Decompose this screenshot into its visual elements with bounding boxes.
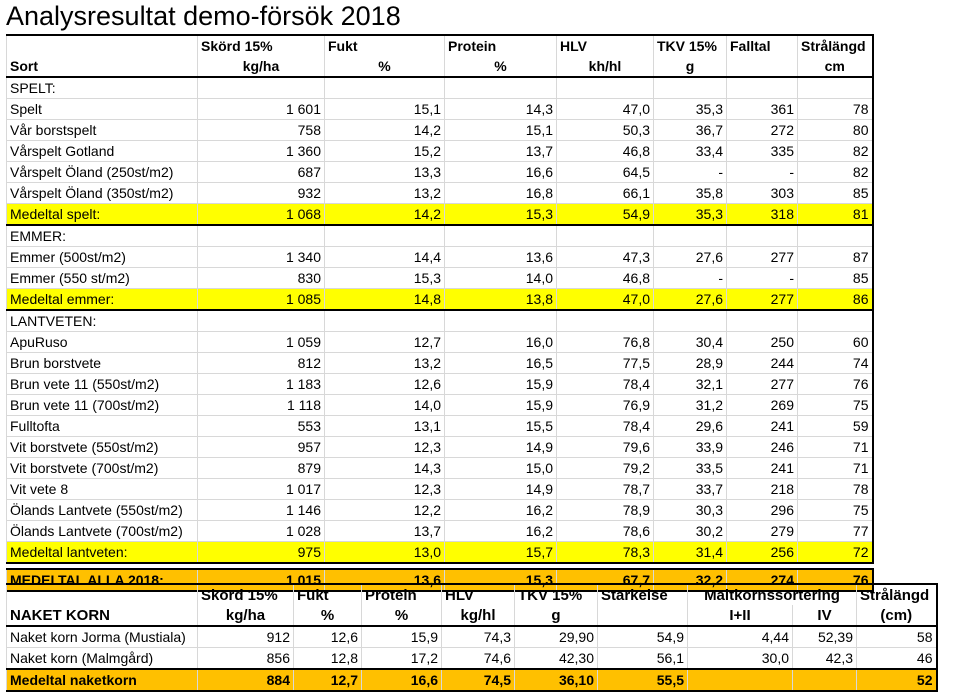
table-cell: 79,6 bbox=[557, 437, 654, 458]
table-cell: 1 118 bbox=[198, 395, 325, 416]
table-cell: 35,8 bbox=[654, 183, 727, 204]
table-cell: 30,0 bbox=[688, 648, 793, 670]
row-label: Spelt bbox=[7, 99, 198, 120]
table-cell: 218 bbox=[727, 479, 798, 500]
table-cell: 269 bbox=[727, 395, 798, 416]
table-cell: 35,3 bbox=[654, 204, 727, 226]
table-cell: 15,1 bbox=[325, 99, 445, 120]
table-cell: 71 bbox=[798, 458, 873, 479]
column-header: Skörd 15% bbox=[198, 584, 294, 605]
table-cell: 80 bbox=[798, 120, 873, 141]
table-row bbox=[7, 99, 873, 120]
table-cell: 250 bbox=[727, 332, 798, 353]
table-cell: 274 bbox=[727, 569, 798, 591]
section-header-row bbox=[7, 225, 873, 247]
table-cell: 279 bbox=[727, 521, 798, 542]
table-cell: 47,0 bbox=[557, 289, 654, 311]
table-cell: 46 bbox=[857, 648, 937, 670]
header-row bbox=[7, 584, 937, 605]
row-label: Vit borstvete (700st/m2) bbox=[7, 458, 198, 479]
table-cell: 36,7 bbox=[654, 120, 727, 141]
table-cell: 78,4 bbox=[557, 416, 654, 437]
table-cell: 54,9 bbox=[598, 626, 688, 648]
table-cell: 1 360 bbox=[198, 141, 325, 162]
table-cell: 553 bbox=[198, 416, 325, 437]
row-label: Ölands Lantvete (550st/m2) bbox=[7, 500, 198, 521]
row-label: ApuRuso bbox=[7, 332, 198, 353]
table-cell: 758 bbox=[198, 120, 325, 141]
table-row bbox=[7, 395, 873, 416]
table-row bbox=[7, 374, 873, 395]
empty-cell bbox=[727, 225, 798, 247]
table-cell: g bbox=[515, 605, 598, 626]
table-cell: 31,4 bbox=[654, 542, 727, 564]
table-cell: 16,2 bbox=[445, 521, 557, 542]
column-header: TKV 15% bbox=[515, 584, 598, 605]
table-cell: 1 059 bbox=[198, 332, 325, 353]
table-cell: 15,5 bbox=[445, 416, 557, 437]
table-cell: IV bbox=[793, 605, 857, 626]
empty-cell bbox=[798, 225, 873, 247]
row-label: Brun vete 11 (550st/m2) bbox=[7, 374, 198, 395]
empty-cell bbox=[727, 77, 798, 99]
table-cell: 71 bbox=[798, 437, 873, 458]
table-cell: 85 bbox=[798, 268, 873, 289]
mean-row bbox=[7, 204, 873, 226]
table-row bbox=[7, 458, 873, 479]
empty-cell bbox=[325, 310, 445, 332]
table-cell: 76,9 bbox=[557, 395, 654, 416]
table-cell: 16,8 bbox=[445, 183, 557, 204]
table-cell: % bbox=[445, 56, 557, 77]
table-cell: (cm) bbox=[857, 605, 937, 626]
table-cell: Fukt bbox=[325, 35, 445, 56]
table-row bbox=[7, 416, 873, 437]
table-cell: 1 085 bbox=[198, 289, 325, 311]
table-cell: 59 bbox=[798, 416, 873, 437]
table-cell: 30,4 bbox=[654, 332, 727, 353]
table-cell: 856 bbox=[198, 648, 294, 670]
table-cell: 277 bbox=[727, 374, 798, 395]
section-label: LANTVETEN: bbox=[7, 310, 198, 332]
table-cell: % bbox=[325, 56, 445, 77]
table-cell: 82 bbox=[798, 162, 873, 183]
table-cell: 12,7 bbox=[325, 332, 445, 353]
column-header: Maltkornssortering bbox=[688, 584, 857, 605]
row-label: Medeltal emmer: bbox=[7, 289, 198, 311]
table-cell: 1 017 bbox=[198, 479, 325, 500]
table-cell: 46,8 bbox=[557, 141, 654, 162]
table-cell: 1 028 bbox=[198, 521, 325, 542]
table-cell: 67,7 bbox=[557, 569, 654, 591]
table-cell: 13,7 bbox=[325, 521, 445, 542]
table-cell: 64,5 bbox=[557, 162, 654, 183]
table-cell: 15,9 bbox=[445, 395, 557, 416]
spelt-emmer-lantvete-table bbox=[6, 34, 874, 592]
table-cell: 27,6 bbox=[654, 247, 727, 268]
empty-cell bbox=[557, 310, 654, 332]
table-row bbox=[7, 162, 873, 183]
table-cell: - bbox=[654, 268, 727, 289]
table-cell bbox=[688, 669, 793, 691]
table-cell: 35,3 bbox=[654, 99, 727, 120]
table-cell: 687 bbox=[198, 162, 325, 183]
table-cell: Protein bbox=[445, 35, 557, 56]
table-cell: 42,30 bbox=[515, 648, 598, 670]
table-cell: 14,0 bbox=[325, 395, 445, 416]
table-cell: 12,6 bbox=[294, 626, 362, 648]
table-cell: 14,0 bbox=[445, 268, 557, 289]
table-cell: 1 183 bbox=[198, 374, 325, 395]
empty-cell bbox=[445, 77, 557, 99]
empty-cell bbox=[557, 77, 654, 99]
column-header: Fukt bbox=[294, 584, 362, 605]
table-cell bbox=[793, 669, 857, 691]
table-cell: kh/hl bbox=[557, 56, 654, 77]
table-cell: 361 bbox=[727, 99, 798, 120]
table-cell: 272 bbox=[727, 120, 798, 141]
table-cell: 15,3 bbox=[325, 268, 445, 289]
table-cell: kg/ha bbox=[198, 56, 325, 77]
table-cell: 56,1 bbox=[598, 648, 688, 670]
table-cell: 932 bbox=[198, 183, 325, 204]
table-cell: 30,2 bbox=[654, 521, 727, 542]
row-label: Vit borstvete (550st/m2) bbox=[7, 437, 198, 458]
header-row bbox=[7, 35, 873, 56]
table-cell: TKV 15% bbox=[654, 35, 727, 56]
table-cell bbox=[598, 605, 688, 626]
table-cell: 884 bbox=[198, 669, 294, 691]
row-label: NAKET KORN bbox=[7, 605, 198, 626]
table-cell: 85 bbox=[798, 183, 873, 204]
empty-cell bbox=[798, 310, 873, 332]
table-cell: 13,2 bbox=[325, 183, 445, 204]
table-cell: 76 bbox=[798, 374, 873, 395]
table-row bbox=[7, 332, 873, 353]
table-cell: 12,3 bbox=[325, 437, 445, 458]
table-cell: 15,0 bbox=[445, 458, 557, 479]
table-cell: 78,4 bbox=[557, 374, 654, 395]
table-cell: 13,3 bbox=[325, 162, 445, 183]
table-cell: 1 340 bbox=[198, 247, 325, 268]
table-cell: kg/hl bbox=[442, 605, 515, 626]
table-cell: 75 bbox=[798, 500, 873, 521]
row-label: Vårspelt Öland (250st/m2) bbox=[7, 162, 198, 183]
table-cell: 15,2 bbox=[325, 141, 445, 162]
row-label: Brun vete 11 (700st/m2) bbox=[7, 395, 198, 416]
table-cell: 14,3 bbox=[445, 99, 557, 120]
table-cell: 244 bbox=[727, 353, 798, 374]
table-cell: 14,8 bbox=[325, 289, 445, 311]
table-cell: 74,5 bbox=[442, 669, 515, 691]
row-label: Emmer (500st/m2) bbox=[7, 247, 198, 268]
table-cell: 1 015 bbox=[198, 569, 325, 591]
empty-cell bbox=[445, 310, 557, 332]
table-cell: 72 bbox=[798, 542, 873, 564]
table-cell: 29,90 bbox=[515, 626, 598, 648]
column-header: Strålängd bbox=[857, 584, 937, 605]
table-cell: 54,9 bbox=[557, 204, 654, 226]
table-cell: 78 bbox=[798, 99, 873, 120]
table-row bbox=[7, 247, 873, 268]
table-cell: 4,44 bbox=[688, 626, 793, 648]
table-cell: 1 601 bbox=[198, 99, 325, 120]
table-cell: 13,2 bbox=[325, 353, 445, 374]
table-cell: 912 bbox=[198, 626, 294, 648]
table-cell bbox=[727, 56, 798, 77]
table-cell: 15,9 bbox=[445, 374, 557, 395]
table-row bbox=[7, 437, 873, 458]
table-cell: cm bbox=[798, 56, 873, 77]
table-cell: 77 bbox=[798, 521, 873, 542]
table-cell: 77,5 bbox=[557, 353, 654, 374]
table-cell: 78,6 bbox=[557, 521, 654, 542]
table-row bbox=[7, 141, 873, 162]
table-cell: 1 146 bbox=[198, 500, 325, 521]
table-cell: 46,8 bbox=[557, 268, 654, 289]
table-row bbox=[7, 500, 873, 521]
table-cell: 256 bbox=[727, 542, 798, 564]
row-label: Naket korn (Malmgård) bbox=[7, 648, 198, 670]
table-cell: 15,1 bbox=[445, 120, 557, 141]
table-cell: 303 bbox=[727, 183, 798, 204]
naket-korn-results-table bbox=[6, 583, 938, 692]
row-label: Ölands Lantvete (700st/m2) bbox=[7, 521, 198, 542]
section-label: SPELT: bbox=[7, 77, 198, 99]
table-cell: 14,9 bbox=[445, 437, 557, 458]
row-label: Emmer (550 st/m2) bbox=[7, 268, 198, 289]
table-cell: - bbox=[727, 162, 798, 183]
empty-cell bbox=[654, 225, 727, 247]
empty-cell bbox=[198, 225, 325, 247]
row-label: Brun borstvete bbox=[7, 353, 198, 374]
table-cell: 13,6 bbox=[445, 247, 557, 268]
row-label: Medeltal naketkorn bbox=[7, 669, 198, 691]
table-cell: 33,7 bbox=[654, 479, 727, 500]
table-cell: 830 bbox=[198, 268, 325, 289]
table-cell: 36,10 bbox=[515, 669, 598, 691]
empty-cell bbox=[198, 310, 325, 332]
table-cell: 12,3 bbox=[325, 479, 445, 500]
table-cell: 13,6 bbox=[325, 569, 445, 591]
table-cell: 318 bbox=[727, 204, 798, 226]
table-cell: 1 068 bbox=[198, 204, 325, 226]
naket-korn-table bbox=[6, 583, 938, 692]
table-cell: 13,0 bbox=[325, 542, 445, 564]
row-label bbox=[7, 35, 198, 56]
table-cell: 15,9 bbox=[362, 626, 442, 648]
table-cell: Skörd 15% bbox=[198, 35, 325, 56]
table-cell: 15,3 bbox=[445, 569, 557, 591]
table-cell: 78,7 bbox=[557, 479, 654, 500]
empty-cell bbox=[325, 77, 445, 99]
table-cell: 78,3 bbox=[557, 542, 654, 564]
row-label: Naket korn Jorma (Mustiala) bbox=[7, 626, 198, 648]
empty-cell bbox=[654, 77, 727, 99]
table-cell: g bbox=[654, 56, 727, 77]
row-label: MEDELTAL ALLA 2018: bbox=[7, 569, 198, 591]
table-cell: HLV bbox=[557, 35, 654, 56]
table-cell: 13,1 bbox=[325, 416, 445, 437]
table-cell: 17,2 bbox=[362, 648, 442, 670]
table-cell: 74 bbox=[798, 353, 873, 374]
table-cell: 12,7 bbox=[294, 669, 362, 691]
table-cell: 33,5 bbox=[654, 458, 727, 479]
table-cell: 33,4 bbox=[654, 141, 727, 162]
page-title: Analysresultat demo-försök 2018 bbox=[6, 1, 401, 31]
table-cell: 246 bbox=[727, 437, 798, 458]
table-cell: 58 bbox=[857, 626, 937, 648]
row-label: Vår borstspelt bbox=[7, 120, 198, 141]
row-label bbox=[7, 584, 198, 605]
table-cell: 30,3 bbox=[654, 500, 727, 521]
empty-cell bbox=[557, 225, 654, 247]
table-cell: 12,8 bbox=[294, 648, 362, 670]
table-row bbox=[7, 648, 937, 670]
table-cell: 31,2 bbox=[654, 395, 727, 416]
table-cell: 16,0 bbox=[445, 332, 557, 353]
empty-cell bbox=[445, 225, 557, 247]
table-row bbox=[7, 521, 873, 542]
table-cell: 60 bbox=[798, 332, 873, 353]
section-header-row bbox=[7, 310, 873, 332]
empty-cell bbox=[198, 77, 325, 99]
table-row bbox=[7, 353, 873, 374]
table-row bbox=[7, 626, 937, 648]
table-cell: 16,2 bbox=[445, 500, 557, 521]
empty-cell bbox=[798, 77, 873, 99]
table-row bbox=[7, 479, 873, 500]
table-cell: 78,9 bbox=[557, 500, 654, 521]
table-cell: 16,5 bbox=[445, 353, 557, 374]
table-cell: 81 bbox=[798, 204, 873, 226]
row-label: Vårspelt Gotland bbox=[7, 141, 198, 162]
table-cell: 74,3 bbox=[442, 626, 515, 648]
table-cell: 50,3 bbox=[557, 120, 654, 141]
table-cell: 335 bbox=[727, 141, 798, 162]
table-row bbox=[7, 183, 873, 204]
column-header: Protein bbox=[362, 584, 442, 605]
table-cell: 86 bbox=[798, 289, 873, 311]
table-cell: 82 bbox=[798, 141, 873, 162]
table-cell: 13,7 bbox=[445, 141, 557, 162]
table-cell: 879 bbox=[198, 458, 325, 479]
row-label: Sort bbox=[7, 56, 198, 77]
table-cell: 13,8 bbox=[445, 289, 557, 311]
table-cell: 42,3 bbox=[793, 648, 857, 670]
unit-row bbox=[7, 56, 873, 77]
table-cell: - bbox=[654, 162, 727, 183]
table-cell: 16,6 bbox=[362, 669, 442, 691]
row-label: Fulltofta bbox=[7, 416, 198, 437]
table-cell: 47,0 bbox=[557, 99, 654, 120]
table-cell: kg/ha bbox=[198, 605, 294, 626]
section-header-row bbox=[7, 77, 873, 99]
mean-row bbox=[7, 289, 873, 311]
table-cell: 27,6 bbox=[654, 289, 727, 311]
table-cell: 14,2 bbox=[325, 204, 445, 226]
table-cell: 29,6 bbox=[654, 416, 727, 437]
table-cell: 14,2 bbox=[325, 120, 445, 141]
table-cell: 12,2 bbox=[325, 500, 445, 521]
empty-cell bbox=[325, 225, 445, 247]
table-cell: 14,4 bbox=[325, 247, 445, 268]
table-cell: 75 bbox=[798, 395, 873, 416]
table-cell: 87 bbox=[798, 247, 873, 268]
table-cell: - bbox=[727, 268, 798, 289]
table-cell: 812 bbox=[198, 353, 325, 374]
table-cell: 28,9 bbox=[654, 353, 727, 374]
table-cell: 76,8 bbox=[557, 332, 654, 353]
section-label: EMMER: bbox=[7, 225, 198, 247]
table-cell: 74,6 bbox=[442, 648, 515, 670]
table-cell: 66,1 bbox=[557, 183, 654, 204]
table-cell: 975 bbox=[198, 542, 325, 564]
table-cell: 14,9 bbox=[445, 479, 557, 500]
mean-row bbox=[7, 542, 873, 564]
row-label: Vit vete 8 bbox=[7, 479, 198, 500]
table-cell: 16,6 bbox=[445, 162, 557, 183]
table-cell: 32,1 bbox=[654, 374, 727, 395]
table-cell: 241 bbox=[727, 458, 798, 479]
table-cell: Strålängd bbox=[798, 35, 873, 56]
table-cell: 15,7 bbox=[445, 542, 557, 564]
table-cell: 277 bbox=[727, 289, 798, 311]
table-cell: I+II bbox=[688, 605, 793, 626]
table-row bbox=[7, 268, 873, 289]
column-header: Stärkelse bbox=[598, 584, 688, 605]
table-cell: 32,2 bbox=[654, 569, 727, 591]
table-cell: 241 bbox=[727, 416, 798, 437]
mean-row bbox=[7, 669, 937, 691]
table-cell: 78 bbox=[798, 479, 873, 500]
table-cell: 296 bbox=[727, 500, 798, 521]
table-cell: 957 bbox=[198, 437, 325, 458]
table-cell: 14,3 bbox=[325, 458, 445, 479]
table-cell: 52 bbox=[857, 669, 937, 691]
table-cell: 33,9 bbox=[654, 437, 727, 458]
table-cell: 55,5 bbox=[598, 669, 688, 691]
table-cell: Falltal bbox=[727, 35, 798, 56]
empty-cell bbox=[727, 310, 798, 332]
table-row bbox=[7, 120, 873, 141]
row-label: Medeltal spelt: bbox=[7, 204, 198, 226]
column-header: HLV bbox=[442, 584, 515, 605]
table-cell: 277 bbox=[727, 247, 798, 268]
empty-cell bbox=[654, 310, 727, 332]
table-cell: 47,3 bbox=[557, 247, 654, 268]
table-cell: 15,3 bbox=[445, 204, 557, 226]
table-cell: 12,6 bbox=[325, 374, 445, 395]
row-label: Vårspelt Öland (350st/m2) bbox=[7, 183, 198, 204]
row-label: Medeltal lantveten: bbox=[7, 542, 198, 564]
results-table bbox=[6, 34, 874, 592]
unit-row bbox=[7, 605, 937, 626]
table-cell: % bbox=[362, 605, 442, 626]
table-cell: 76 bbox=[798, 569, 873, 591]
table-cell: % bbox=[294, 605, 362, 626]
table-cell: 79,2 bbox=[557, 458, 654, 479]
table-cell: 52,39 bbox=[793, 626, 857, 648]
